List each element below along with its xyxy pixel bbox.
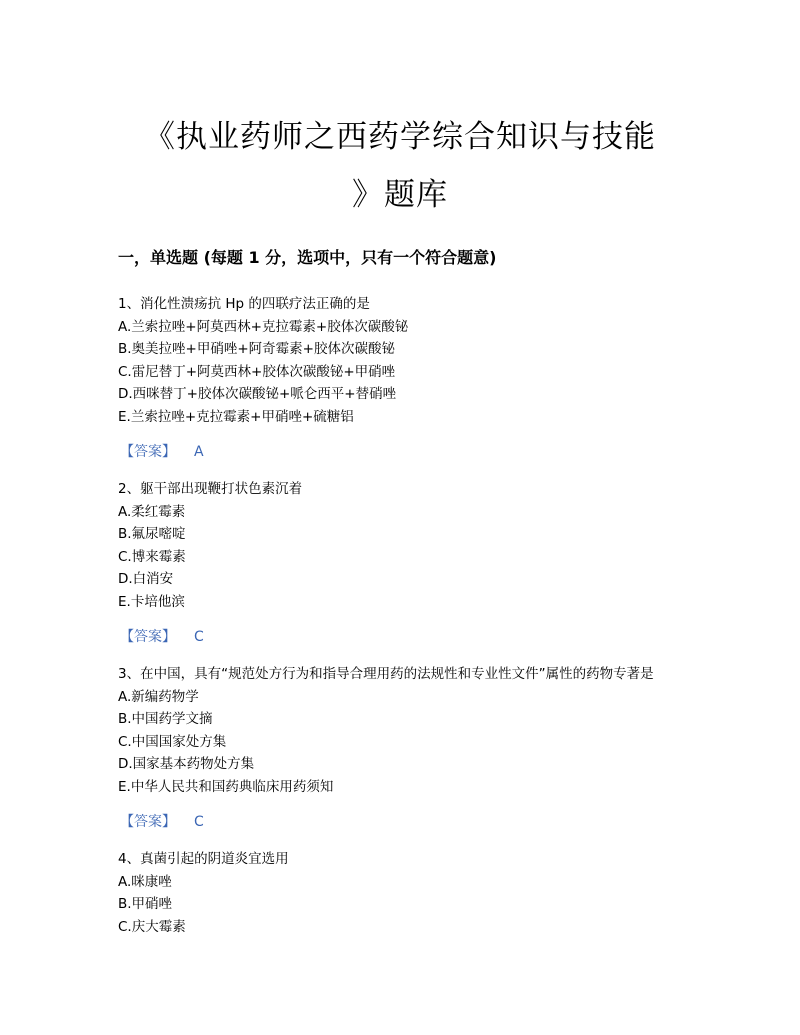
option-d: D.国家基本药物处方集 [118, 756, 255, 772]
option-e: E.兰索拉唑+克拉霉素+甲硝唑+硫糖铝 [118, 408, 354, 425]
option-c: C.博来霉素 [118, 548, 186, 565]
question-text: 1、消化性溃疡抗 Hp 的四联疗法正确的是 [118, 296, 370, 312]
option-c: C.庆大霉素 [118, 918, 186, 935]
question-3 [118, 663, 718, 833]
question-text: 3、在中国，具有“规范处方行为和指导合理用药的法规性和专业性文件”属性的药物专著是 [118, 666, 654, 682]
option-e: E.中华人民共和国药典临床用药须知 [118, 778, 334, 795]
option-b: B.中国药学文摘 [118, 711, 213, 727]
title-line-1: 《执业药师之西药学综合知识与技能 [144, 119, 656, 155]
question-2 [118, 478, 718, 648]
answer-label: 【答案】 [120, 814, 176, 830]
question-1 [118, 293, 718, 463]
answer-label: 【答案】 [120, 444, 176, 460]
option-b: B.奥美拉唑+甲硝唑+阿奇霉素+胶体次碳酸铋 [118, 341, 395, 357]
question-list [118, 293, 718, 938]
option-c: C.雷尼替丁+阿莫西林+胶体次碳酸铋+甲硝唑 [118, 363, 396, 380]
option-a: A.咪康唑 [118, 873, 172, 890]
answer-line [120, 441, 718, 463]
option-a: A.柔红霉素 [118, 503, 186, 520]
question-text: 4、真菌引起的阴道炎宜选用 [118, 851, 289, 867]
option-b: B.甲硝唑 [118, 896, 173, 912]
answer-line [120, 811, 718, 833]
question-text: 2、躯干部出现鞭打状色素沉着 [118, 481, 303, 497]
answer-value: A [194, 444, 204, 460]
answer-value: C [194, 814, 204, 830]
option-d: D.西咪替丁+胶体次碳酸铋+哌仑西平+替硝唑 [118, 386, 397, 402]
option-a: A.兰索拉唑+阿莫西林+克拉霉素+胶体次碳酸铋 [118, 318, 409, 335]
option-b: B.氟尿嘧啶 [118, 526, 186, 542]
title-line-2: 》题库 [352, 177, 448, 213]
answer-line [120, 626, 718, 648]
answer-value: C [194, 629, 204, 645]
answer-label: 【答案】 [120, 629, 176, 645]
option-a: A.新编药物学 [118, 688, 199, 705]
option-d: D.白消安 [118, 571, 174, 587]
document-title [100, 108, 700, 224]
option-e: E.卡培他滨 [118, 593, 185, 610]
section-heading: 一，单选题 (每题 1 分，选项中，只有一个符合题意) [118, 248, 497, 267]
question-4 [118, 848, 718, 938]
option-c: C.中国国家处方集 [118, 733, 227, 750]
